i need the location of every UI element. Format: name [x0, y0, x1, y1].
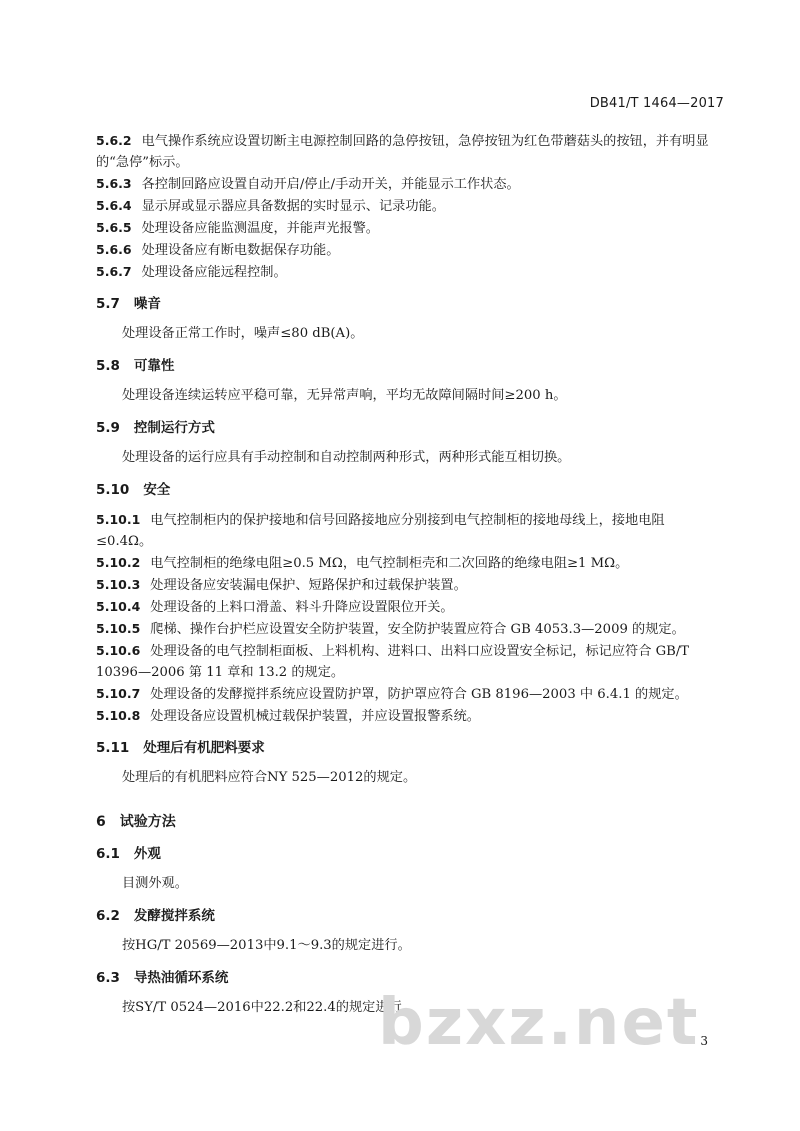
clause-number: 5.6.5 — [96, 220, 132, 235]
section-heading — [96, 479, 716, 501]
section-heading — [96, 905, 716, 927]
clause — [96, 618, 716, 640]
watermark-text: bzxz.net — [378, 986, 700, 1060]
paragraph: 目测外观。 — [122, 876, 188, 891]
clause — [96, 552, 716, 574]
section-heading — [96, 355, 716, 377]
clause-text: 显示屏或显示器应具备数据的实时显示、记录功能。 — [141, 199, 445, 214]
section-heading — [96, 293, 716, 315]
paragraph: 处理设备的运行应具有手动控制和自动控制两种形式，两种形式能互相切换。 — [122, 450, 571, 465]
clause — [96, 509, 716, 552]
clause-number: 5.10.3 — [96, 577, 141, 592]
heading-title: 试验方法 — [119, 814, 176, 830]
heading-title: 外观 — [133, 846, 161, 862]
clause-text: 各控制回路应设置自动开启/停止/手动开关，并能显示工作状态。 — [141, 177, 520, 192]
heading-number: 5.11 — [96, 740, 130, 756]
clause-number: 5.6.4 — [96, 198, 132, 213]
document-body — [96, 130, 716, 1027]
clause-text: 电气控制柜内的保护接地和信号回路接地应分别接到电气控制柜的接地母线上，接地电阻≤0.4Ω。 — [96, 513, 665, 549]
clause-number: 5.6.2 — [96, 133, 132, 148]
section-heading — [96, 843, 716, 865]
clause-number: 5.10.5 — [96, 621, 141, 636]
clause-text: 处理设备应能监测温度，并能声光报警。 — [141, 221, 379, 236]
heading-number: 5.7 — [96, 296, 120, 312]
clause-number: 5.10.6 — [96, 643, 141, 658]
heading-number: 5.9 — [96, 420, 120, 436]
clause — [96, 239, 716, 261]
paragraph: 按HG/T 20569—2013中9.1～9.3的规定进行。 — [122, 938, 411, 953]
heading-title: 控制运行方式 — [133, 420, 215, 436]
clause — [96, 683, 716, 705]
heading-number: 5.8 — [96, 358, 120, 374]
document-id: DB41/T 1464—2017 — [589, 96, 724, 111]
clause — [96, 195, 716, 217]
clause-number: 5.6.3 — [96, 176, 132, 191]
clause — [96, 173, 716, 195]
clause-text: 处理设备应设置机械过载保护装置，并应设置报警系统。 — [150, 709, 480, 724]
clause-text: 处理设备的电气控制柜面板、上料机构、进料口、出料口应设置安全标记，标记应符合 GB/T 10396—2006 第 11 章和 13.2 的规定。 — [96, 644, 690, 680]
section-heading — [96, 737, 716, 759]
heading-title: 安全 — [143, 482, 171, 498]
clause-text: 处理设备的发酵搅拌系统应设置防护罩，防护罩应符合 GB 8196—2003 中 6.4.1 的规定。 — [150, 687, 688, 702]
heading-title: 发酵搅拌系统 — [133, 908, 215, 924]
heading-number: 5.10 — [96, 482, 130, 498]
paragraph: 处理设备正常工作时，噪声≤80 dB(A)。 — [122, 326, 364, 341]
heading-number: 6 — [96, 814, 106, 830]
clause-text: 处理设备应能远程控制。 — [141, 265, 287, 280]
heading-title: 导热油循环系统 — [133, 970, 229, 986]
clause-number: 5.6.6 — [96, 242, 132, 257]
heading-title: 可靠性 — [133, 358, 175, 374]
heading-number: 6.2 — [96, 908, 120, 924]
clause-number: 5.10.8 — [96, 708, 141, 723]
clause-text: 电气操作系统应设置切断主电源控制回路的急停按钮，急停按钮为红色带蘑菇头的按钮，并有明显的“急停”标示。 — [96, 134, 709, 170]
page-number: 3 — [700, 1034, 708, 1048]
clause-text: 处理设备应有断电数据保存功能。 — [141, 243, 340, 258]
chapter-heading — [96, 811, 716, 833]
clause-text: 处理设备应安装漏电保护、短路保护和过载保护装置。 — [150, 578, 467, 593]
clause-text: 处理设备的上料口滑盖、料斗升降应设置限位开关。 — [150, 600, 454, 615]
clause-number: 5.10.4 — [96, 599, 141, 614]
heading-number: 6.1 — [96, 846, 120, 862]
clause — [96, 705, 716, 727]
clause-number: 5.6.7 — [96, 264, 132, 279]
clause-text: 爬梯、操作台护栏应设置安全防护装置，安全防护装置应符合 GB 4053.3—2009 的规定。 — [150, 622, 685, 637]
heading-title: 噪音 — [133, 296, 161, 312]
clause — [96, 217, 716, 239]
clause — [96, 640, 716, 683]
clause-number: 5.10.2 — [96, 555, 141, 570]
clause — [96, 130, 716, 173]
heading-title: 处理后有机肥料要求 — [143, 740, 265, 756]
clause — [96, 261, 716, 283]
clause-number: 5.10.1 — [96, 512, 141, 527]
paragraph: 处理后的有机肥料应符合NY 525—2012的规定。 — [122, 770, 417, 785]
clause-text: 电气控制柜的绝缘电阻≥0.5 MΩ，电气控制柜壳和二次回路的绝缘电阻≥1 MΩ。 — [150, 556, 629, 571]
clause — [96, 596, 716, 618]
paragraph: 按SY/T 0524—2016中22.2和22.4的规定进行。 — [122, 1000, 415, 1015]
clause-number: 5.10.7 — [96, 686, 141, 701]
heading-number: 6.3 — [96, 970, 120, 986]
paragraph: 处理设备连续运转应平稳可靠，无异常声响，平均无故障间隔时间≥200 h。 — [122, 388, 567, 403]
clause — [96, 574, 716, 596]
section-heading — [96, 417, 716, 439]
